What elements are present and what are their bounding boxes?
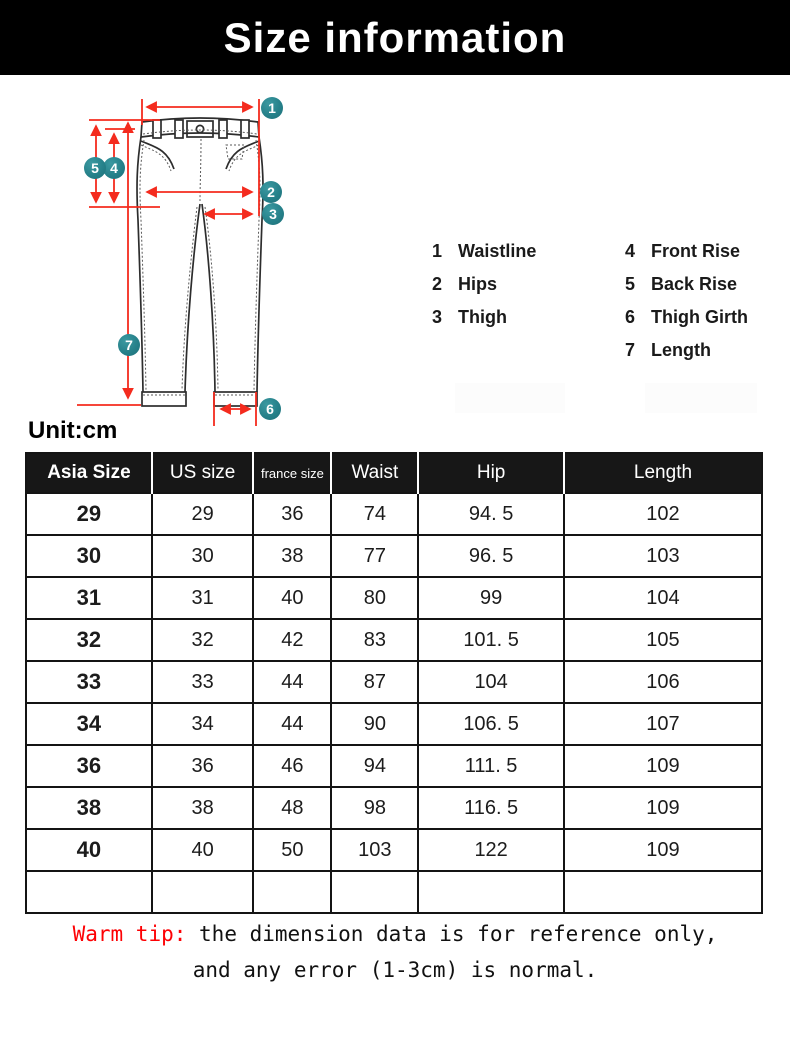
watermark-box <box>455 383 565 413</box>
legend-number: 5 <box>625 274 636 294</box>
legend-label: Thigh <box>458 307 507 327</box>
table-cell: 87 <box>331 661 418 703</box>
legend-number: 4 <box>625 241 636 261</box>
pants-stitching <box>140 130 260 395</box>
legend-column-1 <box>432 241 622 340</box>
table-cell: 34 <box>152 703 254 745</box>
diagram-marker-4: 4 <box>103 157 125 179</box>
table-cell: 90 <box>331 703 418 745</box>
table-cell: 94 <box>331 745 418 787</box>
table-cell <box>152 871 254 913</box>
table-cell: 40 <box>152 829 254 871</box>
table-cell: 94. 5 <box>418 493 564 535</box>
legend-number: 3 <box>432 307 443 327</box>
table-cell: 31 <box>152 577 254 619</box>
page-title: Size information <box>223 13 567 61</box>
legend-item-front-rise <box>625 241 790 274</box>
table-row <box>26 703 762 745</box>
diagram-marker-3: 3 <box>262 203 284 225</box>
table-cell: 103 <box>331 829 418 871</box>
table-cell: 105 <box>564 619 762 661</box>
unit-label: Unit:cm <box>28 417 118 444</box>
legend-item-waistline <box>432 241 622 274</box>
table-cell: 48 <box>253 787 331 829</box>
diagram-marker-2: 2 <box>260 181 282 203</box>
table-cell: 83 <box>331 619 418 661</box>
table-cell: 109 <box>564 745 762 787</box>
column-header-hip: Hip <box>418 453 564 493</box>
pants-measurement-diagram <box>75 85 305 430</box>
table-cell: 122 <box>418 829 564 871</box>
table-cell: 40 <box>253 577 331 619</box>
table-cell: 38 <box>253 535 331 577</box>
column-header-asia-size: Asia Size <box>26 453 152 493</box>
table-cell <box>253 871 331 913</box>
table-cell: 106. 5 <box>418 703 564 745</box>
legend-item-back-rise <box>625 274 790 307</box>
legend-item-thigh-girth <box>625 307 790 340</box>
column-header-length: Length <box>564 453 762 493</box>
table-cell: 46 <box>253 745 331 787</box>
table-cell: 50 <box>253 829 331 871</box>
table-cell <box>418 871 564 913</box>
table-row <box>26 535 762 577</box>
size-table <box>25 452 763 914</box>
table-cell <box>331 871 418 913</box>
table-cell: 36 <box>253 493 331 535</box>
column-header-waist: Waist <box>331 453 418 493</box>
legend-label: Hips <box>458 274 498 294</box>
legend-number: 7 <box>625 340 636 360</box>
table-cell: 109 <box>564 787 762 829</box>
column-header-us-size: US size <box>152 453 254 493</box>
table-cell <box>26 871 152 913</box>
table-cell: 36 <box>26 745 152 787</box>
table-row <box>26 745 762 787</box>
table-cell: 30 <box>26 535 152 577</box>
diagram-marker-6: 6 <box>259 398 281 420</box>
table-row <box>26 619 762 661</box>
table-cell: 36 <box>152 745 254 787</box>
title-bar <box>0 0 790 75</box>
table-cell: 109 <box>564 829 762 871</box>
table-cell: 106 <box>564 661 762 703</box>
table-cell: 80 <box>331 577 418 619</box>
warm-tip-text1: the dimension data is for reference only, <box>186 922 718 946</box>
legend-item-thigh <box>432 307 622 340</box>
legend-number: 6 <box>625 307 636 327</box>
legend-label: Thigh Girth <box>651 307 748 327</box>
warm-tip-line1 <box>0 916 790 952</box>
table-cell: 104 <box>418 661 564 703</box>
legend-number: 1 <box>432 241 443 261</box>
table-cell <box>564 871 762 913</box>
table-cell: 102 <box>564 493 762 535</box>
legend-label: Waistline <box>458 241 537 261</box>
legend-label: Front Rise <box>651 241 741 261</box>
table-cell: 96. 5 <box>418 535 564 577</box>
table-cell: 104 <box>564 577 762 619</box>
diagram-marker-1: 1 <box>261 97 283 119</box>
table-cell: 116. 5 <box>418 787 564 829</box>
table-cell: 30 <box>152 535 254 577</box>
table-cell: 99 <box>418 577 564 619</box>
warm-tip <box>0 916 790 988</box>
table-cell: 111. 5 <box>418 745 564 787</box>
table-cell: 44 <box>253 661 331 703</box>
legend-number: 2 <box>432 274 443 294</box>
table-header-row <box>26 453 762 493</box>
legend-column-2 <box>625 241 790 373</box>
legend-item-hips <box>432 274 622 307</box>
table-cell: 32 <box>152 619 254 661</box>
table-cell: 74 <box>331 493 418 535</box>
diagram-marker-7: 7 <box>118 334 140 356</box>
table-cell: 34 <box>26 703 152 745</box>
table-row <box>26 661 762 703</box>
table-cell: 38 <box>152 787 254 829</box>
table-cell: 98 <box>331 787 418 829</box>
table-cell: 103 <box>564 535 762 577</box>
table-cell: 42 <box>253 619 331 661</box>
column-header-france-size: france size <box>253 453 331 493</box>
table-cell: 38 <box>26 787 152 829</box>
legend-item-length <box>625 340 790 373</box>
table-cell: 31 <box>26 577 152 619</box>
measurement-arrows <box>77 99 259 426</box>
legend-label: Back Rise <box>651 274 738 294</box>
legend-label: Length <box>651 340 711 360</box>
table-row <box>26 787 762 829</box>
table-cell: 29 <box>152 493 254 535</box>
table-cell: 77 <box>331 535 418 577</box>
table-row <box>26 871 762 913</box>
warm-tip-line2: and any error (1-3cm) is normal. <box>192 958 598 982</box>
table-row <box>26 829 762 871</box>
table-cell: 29 <box>26 493 152 535</box>
pants-outline <box>137 118 263 406</box>
table-cell: 107 <box>564 703 762 745</box>
table-row <box>26 577 762 619</box>
table-cell: 32 <box>26 619 152 661</box>
diagram-marker-5: 5 <box>84 157 106 179</box>
table-row <box>26 493 762 535</box>
watermark-box <box>645 383 757 413</box>
table-cell: 33 <box>26 661 152 703</box>
table-cell: 40 <box>26 829 152 871</box>
size-table-body <box>26 493 762 913</box>
table-cell: 44 <box>253 703 331 745</box>
table-cell: 33 <box>152 661 254 703</box>
table-cell: 101. 5 <box>418 619 564 661</box>
warm-tip-label: Warm tip: <box>72 922 187 946</box>
